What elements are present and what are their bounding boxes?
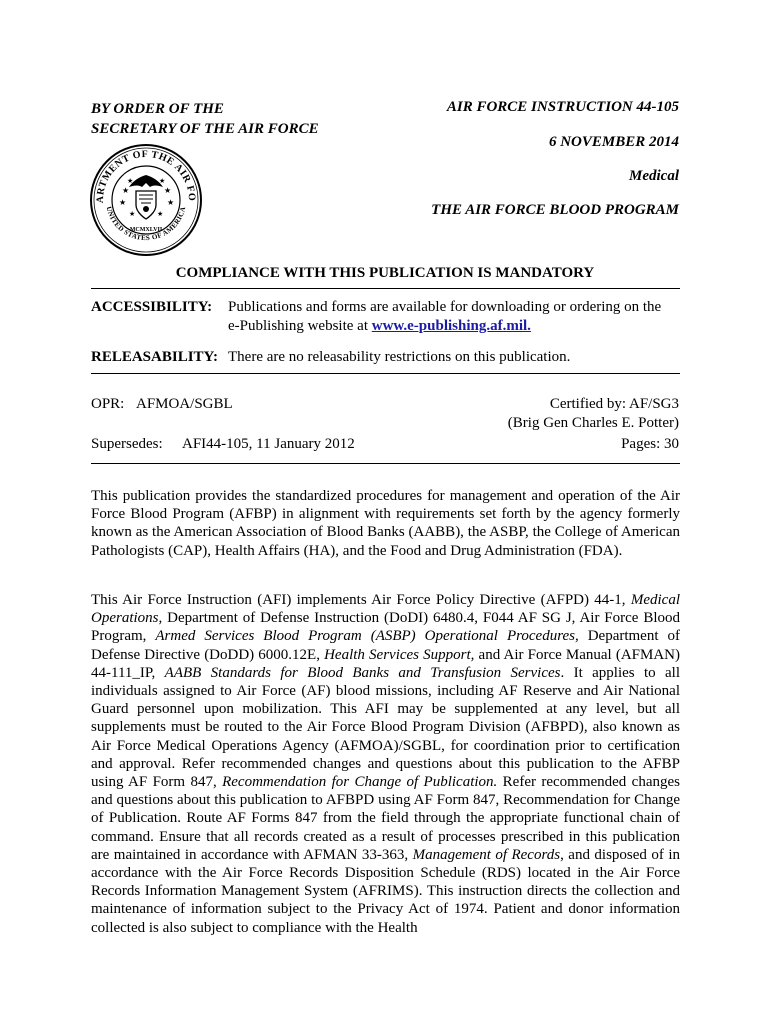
accessibility-website-prefix: e-Publishing website at bbox=[228, 318, 372, 334]
publication-category: Medical bbox=[629, 168, 679, 184]
svg-text:★: ★ bbox=[159, 177, 166, 185]
ref-title: Health Services Support, bbox=[324, 646, 475, 663]
releasability-text: There are no releasability restrictions on this publication. bbox=[228, 349, 571, 365]
ref-title: Medical Operations, bbox=[91, 592, 680, 627]
opr-label: OPR: bbox=[91, 396, 125, 412]
page-count: Pages: 30 bbox=[621, 436, 679, 452]
seal-icon bbox=[89, 143, 203, 257]
instruction-number: AIR FORCE INSTRUCTION 44-105 bbox=[446, 99, 679, 115]
ref-title: Recommendation for Change of Publication. bbox=[222, 774, 498, 791]
para-text: , Department of Defense Directive (DoDD) 6000.12E, bbox=[91, 628, 680, 663]
para-text: , and disposed of in accordance with the Air Force Records Disposition Schedule (RDS) located in the Air Force Records Information Management System (AFRIMS). This instruction directs the collection and maintenance of information subject to the Privacy Act of 1974. Patient and donor information collected is also subject to compliance with the Health bbox=[91, 846, 680, 936]
publication-title: THE AIR FORCE BLOOD PROGRAM bbox=[431, 202, 679, 218]
ref-title: Armed Services Blood Program (ASBP) Operational Procedures bbox=[155, 628, 575, 645]
para-text: This Air Force Instruction (AFI) implements Air Force Policy Directive (AFPD) 44-1, bbox=[91, 592, 631, 608]
opr-value: AFMOA/SGBL bbox=[136, 396, 233, 412]
seal-bottom-text: UNITED STATES OF AMERICA bbox=[104, 205, 188, 243]
svg-text:★: ★ bbox=[127, 177, 134, 185]
order-line-1: BY ORDER OF THE bbox=[91, 101, 224, 117]
releasability-label: RELEASABILITY: bbox=[91, 349, 218, 365]
implementation-paragraph bbox=[91, 591, 680, 937]
para-text: and Air Force Manual (AFMAN) 44-111_IP, bbox=[91, 646, 680, 681]
supersedes-value: AFI44-105, 11 January 2012 bbox=[182, 436, 355, 452]
publication-date: 6 NOVEMBER 2014 bbox=[548, 134, 679, 150]
svg-text:★: ★ bbox=[164, 186, 172, 195]
ref-title: Management of Records bbox=[412, 846, 561, 863]
accessibility-text: Publications and forms are available for downloading or ordering on the bbox=[228, 299, 662, 315]
purpose-paragraph: This publication provides the standardized procedures for management and operation of the Air Force Blood Program (AFBP) in alignment with requirements set forth by the agency formerly known as the American Association of Blood Banks (AABB), the ASBP, the College of American Pathologists (CAP), Health Affairs (HA), and the Food and Drug Administration (FDA). bbox=[91, 488, 680, 559]
svg-text:★: ★ bbox=[167, 198, 175, 207]
ref-title: AABB Standards for Blood Banks and Transfusion Services bbox=[164, 664, 561, 681]
svg-text:★: ★ bbox=[157, 210, 164, 218]
svg-text:★: ★ bbox=[119, 198, 127, 207]
para-text: . It applies to all individuals assigned to Air Force (AF) blood missions, including AF Reserve and Air National Guard personnel upon mobilization. This AFI may be supplemented at any level, but all supplements must be routed to the Air Force Blood Program Division (AFBPD), also known as Air Force Medical Operations Agency (AFMOA)/SGBL, for coordination prior to certification and approval. Refer recommended changes and questions about this publication to the AFBP using AF Form 847, bbox=[91, 664, 680, 791]
order-block bbox=[91, 99, 319, 139]
epublishing-link[interactable]: www.e-publishing.af.mil. bbox=[371, 318, 531, 334]
svg-text:DEPARTMENT OF THE AIR FORCE bbox=[89, 143, 197, 203]
para-text: Department of Defense Instruction (DoDI) 6480.4, F044 AF SG J, Air Force Blood Program, bbox=[91, 610, 680, 645]
compliance-statement: COMPLIANCE WITH THIS PUBLICATION IS MANDATORY bbox=[175, 265, 595, 281]
air-force-seal bbox=[89, 143, 203, 257]
order-line-2: SECRETARY OF THE AIR FORCE bbox=[91, 121, 319, 137]
seal-top-text: ARTMENT OF THE AIR FO bbox=[94, 148, 198, 204]
divider bbox=[91, 373, 680, 374]
divider bbox=[91, 463, 680, 464]
divider bbox=[91, 288, 680, 289]
accessibility-text-line2 bbox=[228, 318, 531, 335]
seal-year: MCMXLVII bbox=[129, 227, 163, 233]
accessibility-label: ACCESSIBILITY: bbox=[91, 299, 213, 315]
svg-text:★: ★ bbox=[129, 210, 136, 218]
para-text: Refer recommended changes and questions about this publication to AFBPD using AF Form 847, Recommendation for Change of Publication. Route AF Forms 847 from the field through the appropriate functional chain of command. Ensure that all records created as a result of processes prescribed in this publication are maintained in accordance with AFMAN 33-363, bbox=[91, 774, 680, 863]
certifier-name: (Brig Gen Charles E. Potter) bbox=[507, 415, 679, 431]
certified-by: Certified by: AF/SG3 bbox=[549, 396, 679, 412]
svg-text:★: ★ bbox=[122, 186, 130, 195]
supersedes-label: Supersedes: bbox=[91, 436, 163, 452]
